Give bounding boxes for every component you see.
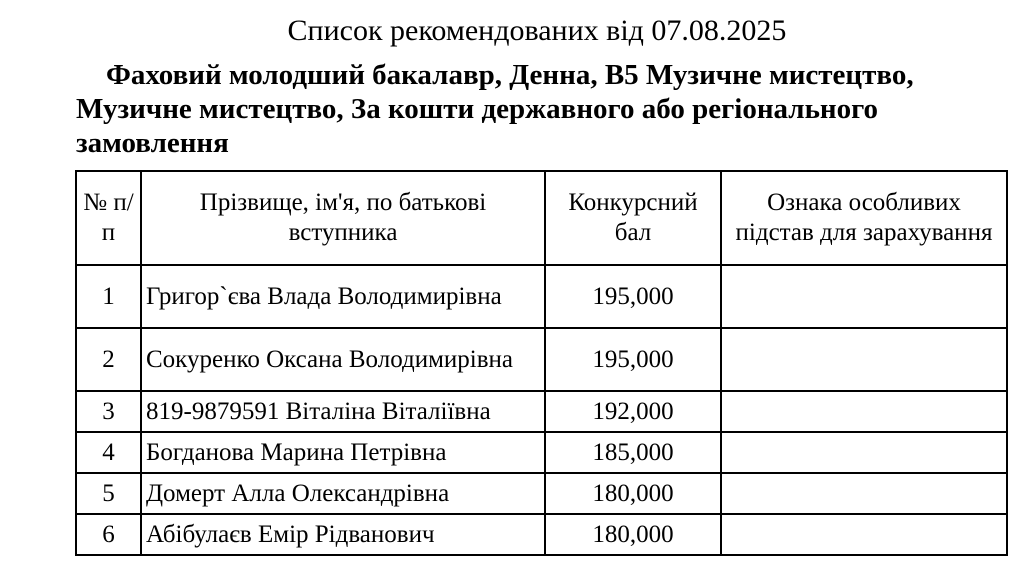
program-subtitle: Фаховий молодший бакалавр, Денна, B5 Музичне мистецтво, Музичне мистецтво, За кошти державного або регіонального замовлення (76, 59, 914, 159)
table-row (76, 514, 1007, 555)
row-score: 180,000 (545, 514, 721, 555)
row-name: 819-9879591 Віталіна Віталіївна (141, 391, 545, 432)
table-row (76, 265, 1007, 328)
row-name: Богданова Марина Петрівна (141, 432, 545, 473)
header-index: № п/п (76, 171, 141, 265)
row-name: Григор`єва Влада Володимирівна (141, 265, 545, 328)
row-index: 1 (76, 265, 141, 328)
row-index: 3 (76, 391, 141, 432)
row-name: Домерт Алла Олександрівна (141, 473, 545, 514)
row-special-grounds (721, 514, 1007, 555)
document-title: Список рекомендованих від 07.08.2025 (287, 14, 787, 47)
row-special-grounds (721, 432, 1007, 473)
table-header-row (76, 171, 1007, 265)
header-special-grounds: Ознака особливих підстав для зарахування (721, 171, 1007, 265)
row-name: Сокуренко Оксана Володимирівна (141, 328, 545, 391)
header-name: Прізвище, ім'я, по батькові вступника (141, 171, 545, 265)
row-index: 5 (76, 473, 141, 514)
row-special-grounds (721, 328, 1007, 391)
row-special-grounds (721, 265, 1007, 328)
table-row (76, 432, 1007, 473)
row-index: 4 (76, 432, 141, 473)
row-index: 2 (76, 328, 141, 391)
table-row (76, 473, 1007, 514)
row-special-grounds (721, 473, 1007, 514)
row-score: 180,000 (545, 473, 721, 514)
row-score: 192,000 (545, 391, 721, 432)
table-row (76, 391, 1007, 432)
row-score: 195,000 (545, 328, 721, 391)
row-special-grounds (721, 391, 1007, 432)
table-row (76, 328, 1007, 391)
recommended-list-table (75, 170, 1008, 556)
row-score: 185,000 (545, 432, 721, 473)
row-name: Абібулаєв Емір Рідванович (141, 514, 545, 555)
header-score: Конкурсний бал (545, 171, 721, 265)
row-index: 6 (76, 514, 141, 555)
row-score: 195,000 (545, 265, 721, 328)
